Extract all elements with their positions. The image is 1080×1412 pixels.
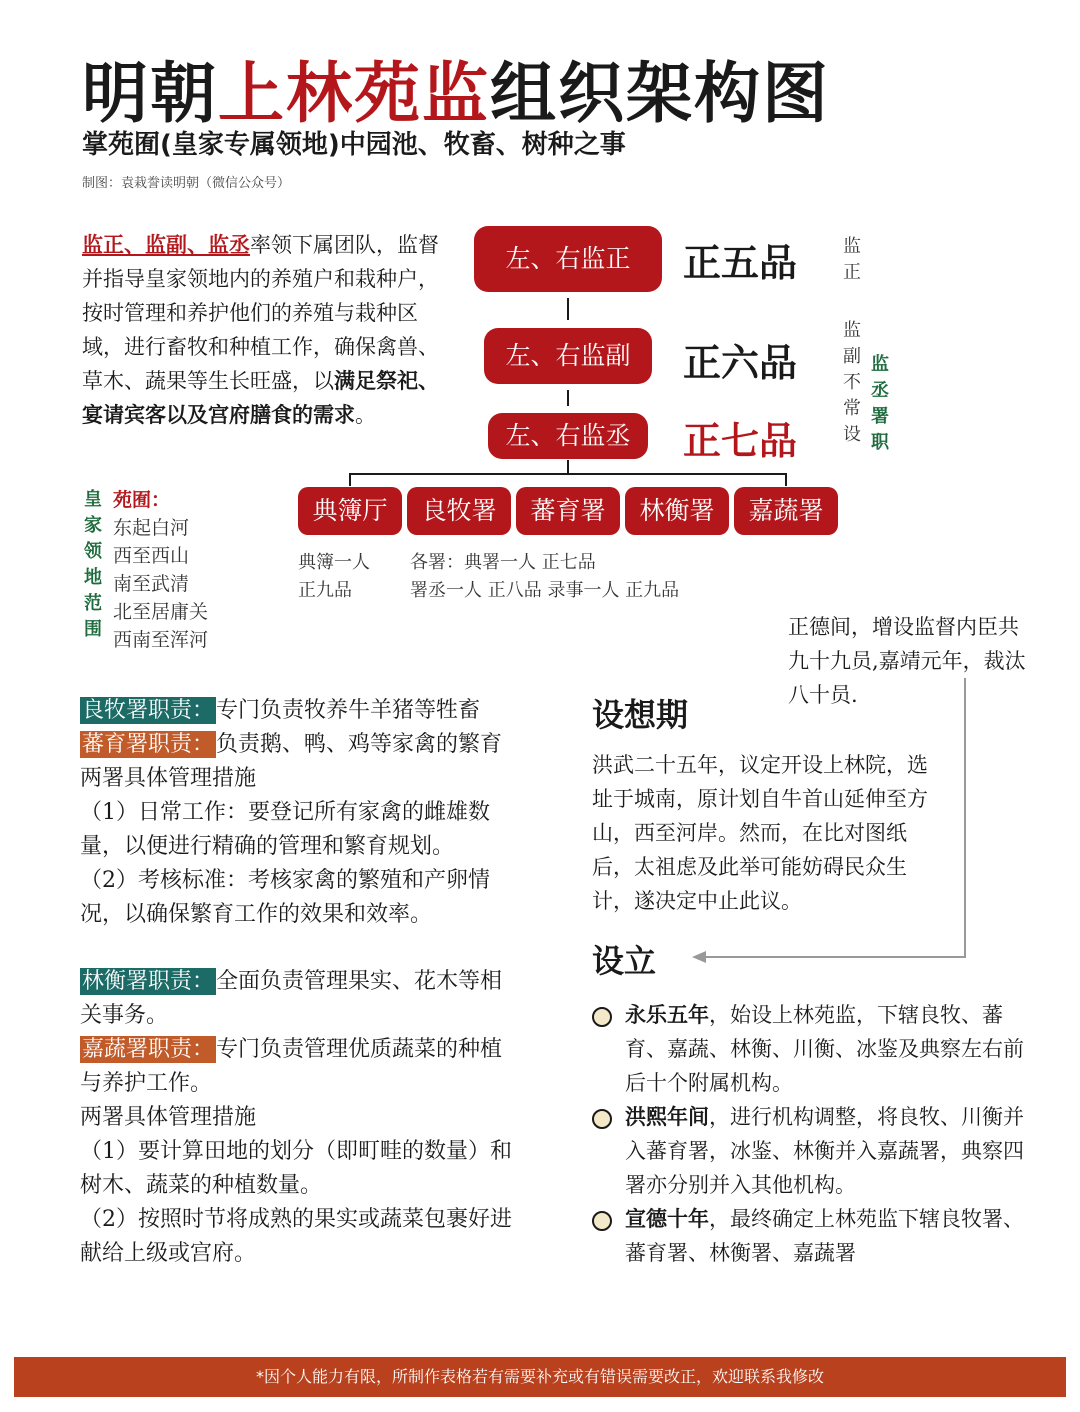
- tag-jiashu: 嘉蔬署职责：: [82, 1037, 215, 1062]
- circle-bullet-icon: [592, 1007, 612, 1027]
- measure-line: 献给上级或宫府。: [80, 1241, 257, 1266]
- side-label-jianfu: 监副不常设: [843, 320, 861, 445]
- territory-item: 南至武清: [113, 573, 190, 595]
- credit-line: 制图：袁栽誊读明朝（微信公众号）: [82, 176, 291, 191]
- duty-linheng-cont: 关事务。: [80, 1003, 169, 1028]
- duty-linheng: [80, 965, 502, 999]
- tag-fanyu: 蕃育署职责：: [82, 732, 215, 757]
- intro-paragraph: [82, 228, 442, 432]
- measure-line: （2）考核标准：考核家禽的繁殖和产卵情: [80, 868, 490, 893]
- territory-label: 苑囿：: [113, 489, 171, 511]
- note-dianbu-1: 典簿一人: [298, 552, 370, 573]
- title-highlight: 上林苑监: [218, 55, 490, 132]
- rank-box-jianzheng: 左、右监正: [474, 226, 662, 292]
- footer-banner: *因个人能力有限，所制作表格若有需要补充或有错误需要改正，欢迎联系我修改: [14, 1357, 1066, 1397]
- measure-line: （1）要计算田地的划分（即町畦的数量）和: [80, 1139, 512, 1164]
- grade-jianzheng: 正五品: [683, 241, 798, 285]
- unit-jiashushu: 嘉蔬署: [734, 487, 838, 535]
- title-pre: 明朝: [82, 55, 218, 132]
- measure-line: 量，以便进行精确的管理和繁育规划。: [80, 834, 455, 859]
- rank-box-jianfu: 左、右监副: [484, 328, 652, 384]
- establish-year: 洪熙年间: [625, 1104, 709, 1129]
- territory-item: 北至居庸关: [113, 601, 209, 623]
- establish-heading: 设立: [592, 942, 657, 980]
- page-subtitle: 掌苑囿(皇家专属领地)中园池、牧畜、树种之事: [82, 130, 626, 160]
- establish-text: ，进行机构调整，将良牧、川衡并入蕃育署，冰鉴、林衡并入嘉蔬署，典察四署亦分别并入其他机构。: [625, 1105, 1024, 1197]
- rank-box-jiancheng: 左、右监丞: [488, 413, 648, 459]
- unit-fanyushu: 蕃育署: [516, 487, 620, 535]
- establish-year: 宣德十年: [625, 1206, 709, 1231]
- measure-line: （1）日常工作：要登记所有家禽的雌雄数: [80, 800, 490, 825]
- tag-liangmu: 良牧署职责：: [82, 698, 215, 723]
- establish-item: [592, 998, 1032, 1100]
- circle-bullet-icon: [592, 1109, 612, 1129]
- establish-item: [592, 1202, 1032, 1270]
- grade-jiancheng: 正七品: [683, 419, 798, 463]
- establish-item: [592, 1100, 1032, 1202]
- duty-jiashu-cont: 与养护工作。: [80, 1071, 213, 1096]
- measure-line: 况，以确保繁育工作的效果和效率。: [80, 902, 433, 927]
- timeline-arrow: [690, 676, 970, 966]
- measure-line: 树木、蔬菜的种植数量。: [80, 1173, 323, 1198]
- measure-line: （2）按照时节将成熟的果实或蔬菜包裹好进: [80, 1207, 512, 1232]
- duty-jiashu: [80, 1033, 502, 1067]
- design-body: 洪武二十五年，议定开设上林院，选址于城南，原计划自牛首山延伸至方山，西至河岸。然而，在比对图纸后，太祖虑及此举可能妨碍民众生计，遂决定中止此议。: [592, 753, 928, 913]
- design-heading: 设想期: [592, 696, 689, 734]
- territory-item: 东起白河: [113, 517, 190, 539]
- connector-line: [567, 390, 569, 406]
- page-title: [82, 40, 830, 135]
- establish-year: 永乐五年: [625, 1002, 709, 1027]
- unit-bracket: [340, 458, 800, 488]
- intro-text-2: 。: [355, 403, 376, 427]
- intro-text-1: 率领下属团队，监督并指导皇家领地内的养殖户和栽种户，按时管理和养护他们的养殖与栽种区域，进行畜牧和种植工作，确保禽兽、草木、蔬果等生长旺盛，以: [82, 233, 439, 393]
- connector-line: [567, 298, 569, 320]
- measures-heading-1: 两署具体管理措施: [80, 766, 257, 791]
- note-dianbu-2: 正九品: [298, 580, 352, 601]
- territory-item: 西南至浑河: [113, 629, 209, 651]
- duty-fanyu-text: 负责鹅、鸭、鸡等家禽的繁育: [216, 732, 503, 757]
- duty-linheng-text: 全面负责管理果实、花木等相: [216, 969, 503, 994]
- measures-heading-2: 两署具体管理措施: [80, 1105, 257, 1130]
- note-shu-1: 各署：典署一人 正七品: [410, 552, 596, 573]
- unit-liangmushu: 良牧署: [407, 487, 511, 535]
- duty-liangmu-text: 专门负责牧养牛羊猪等牲畜: [216, 698, 481, 723]
- intro-bold: 满足祭祀、宴请宾客以及宫府膳食的需求: [82, 368, 439, 427]
- territory-item: 西至西山: [113, 545, 190, 567]
- zhengde-note: 正德间，增设监督内臣共九十九员,嘉靖元年，裁汰八十员.: [788, 615, 1026, 707]
- unit-dianbuting: 典簿厅: [298, 487, 402, 535]
- duty-liangmu: [80, 694, 480, 728]
- tag-linheng: 林衡署职责：: [82, 969, 215, 994]
- territory-vertical-label: 皇家领地范围: [84, 489, 102, 640]
- establish-text: ，最终确定上林苑监下辖良牧署、蕃育署、林衡署、嘉蔬署: [625, 1207, 1024, 1265]
- note-shu-2: 署丞一人 正八品 录事一人 正九品: [410, 580, 680, 601]
- unit-linhengshu: 林衡署: [625, 487, 729, 535]
- side-label-jianzheng: 监正: [843, 236, 861, 283]
- circle-bullet-icon: [592, 1211, 612, 1231]
- title-post: 组织架构图: [490, 55, 830, 132]
- grade-jianfu: 正六品: [683, 341, 798, 385]
- duty-jiashu-text: 专门负责管理优质蔬菜的种植: [216, 1037, 503, 1062]
- intro-highlight: 监正、监副、监丞: [82, 232, 250, 257]
- side-label-jiancheng: 监丞署职: [871, 354, 889, 453]
- duty-fanyu: [80, 728, 502, 762]
- establish-text: ，始设上林苑监，下辖良牧、蕃育、嘉蔬、林衡、川衡、冰鉴及典察左右前后十个附属机构。: [625, 1003, 1024, 1095]
